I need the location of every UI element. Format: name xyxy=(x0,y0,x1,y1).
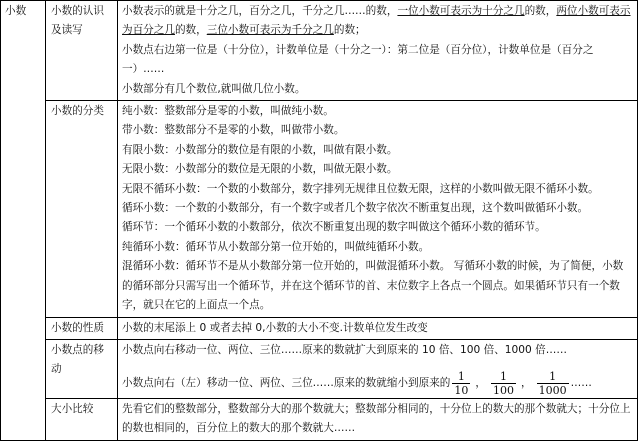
table-row xyxy=(1,398,638,440)
fraction-denominator: 10 xyxy=(454,383,469,397)
row-name: 大小比较 xyxy=(51,402,94,415)
property-text: 小数的末尾添上 0 或者去掉 0,小数的大小不变.计数单位发生改变 xyxy=(122,321,428,334)
classification-line: 循环小数：一个数的小数部分，有一个数字或者几个数字依次不断重复出现，这个数叫做循环小数。 xyxy=(122,202,589,215)
row-name: 小数的性质 xyxy=(51,321,104,334)
underlined-text: 一位小数可表示为十分之几 xyxy=(397,5,525,17)
table-row xyxy=(1,317,638,339)
reading-paragraph-1 xyxy=(122,2,633,41)
move-right-text: 小数点向右移动一位、两位、三位……原来的数就扩大到原来的 10 倍、100 倍、1000 倍…… xyxy=(122,343,567,356)
row-name-cell xyxy=(46,1,118,101)
fraction-numerator: 1 xyxy=(500,369,507,383)
text-run: 的数， xyxy=(524,5,557,17)
table-row xyxy=(1,1,638,101)
ellipsis-text: …… xyxy=(570,376,592,389)
row-name-cell xyxy=(46,398,118,440)
underlined-text: 三位小数可表示为千分之几 xyxy=(206,24,334,37)
move-left-line xyxy=(122,370,633,397)
table-row xyxy=(1,339,638,398)
text-run: 的数， xyxy=(174,24,207,37)
fraction xyxy=(537,370,569,397)
underlined-text: 两位小数可表示为百分之几 xyxy=(122,5,631,37)
text-run: 小数表示的就是十分之几，百分之几，千分之几……的数， xyxy=(122,5,398,17)
row-name: 小数点的移动 xyxy=(51,343,104,375)
row-name: 小数的认识及读写 xyxy=(51,5,104,37)
text-run: 的数； xyxy=(333,24,366,37)
row-content-cell xyxy=(118,398,638,440)
row-content-cell xyxy=(118,1,638,101)
row-content-cell xyxy=(118,339,638,398)
reading-paragraph-3: 小数部分有几个数位,就叫做几位小数。 xyxy=(122,82,306,95)
separator: ， xyxy=(521,376,532,389)
row-content-cell xyxy=(118,101,638,317)
reading-paragraph-2: 小数点右边第一位是（十分位），计数单位是（十分之一）：第二位是（百分位），计数单位是（百分之一）…… xyxy=(122,43,594,76)
classification-line: 循环节：一个循环小数的小数部分，依次不断重复出现的数字叫做这个循环小数的循环节。 xyxy=(122,221,546,234)
row-content-cell xyxy=(118,317,638,339)
row-name-cell xyxy=(46,339,118,398)
comparison-text: 先看它们的整数部分，整数部分大的那个数就大；整数部分相同的，十分位上的数大的那个数就大；十分位上的数也相同的，百分位上的数大的那个数就大…… xyxy=(122,402,631,435)
fraction-numerator: 1 xyxy=(457,369,465,383)
classification-line: 有限小数：小数部分的数位是有限的小数，叫做有限小数。 xyxy=(122,143,398,156)
move-left-text: 小数点向右（左）移动一位、两位、三位……原来的数就缩小到原来的 xyxy=(122,376,451,389)
classification-line: 无限小数：小数部分的数位是无限的小数，叫做无限小数。 xyxy=(122,163,398,176)
fraction-denominator: 1000 xyxy=(538,383,567,397)
classification-line: 带小数：整数部分不是零的小数，叫做带小数。 xyxy=(122,124,345,137)
row-name-cell xyxy=(46,101,118,317)
row-name: 小数的分类 xyxy=(51,105,104,118)
fraction xyxy=(452,370,470,397)
category-cell xyxy=(1,1,46,441)
classification-line: 纯循环小数：循环节从小数部分第一位开始的，叫做纯循环小数。 xyxy=(122,240,430,253)
fraction xyxy=(491,370,516,397)
classification-line: 无限不循环小数：一个数的小数部分，数字排列无规律且位数无限，这样的小数叫做无限不循环小数。 xyxy=(122,182,599,195)
row-name-cell xyxy=(46,317,118,339)
fraction-numerator: 1 xyxy=(549,369,557,383)
classification-line: 纯小数：整数部分是零的小数，叫做纯小数。 xyxy=(122,105,334,118)
category-label: 小数 xyxy=(5,5,27,17)
classification-paragraph: 混循环小数：循环节不是从小数部分第一位开始的，叫做混循环小数。 写循环小数的时候，为了简便，小数的循环部分只需写出一个循环节，并在这个循环节的首、末位数字上各点一个圆点。如果循环节只有一个数字，就只在它的上面点一个点。 xyxy=(122,260,624,312)
separator: ， xyxy=(475,376,486,389)
table-row xyxy=(1,101,638,317)
fraction-denominator: 100 xyxy=(493,383,514,397)
